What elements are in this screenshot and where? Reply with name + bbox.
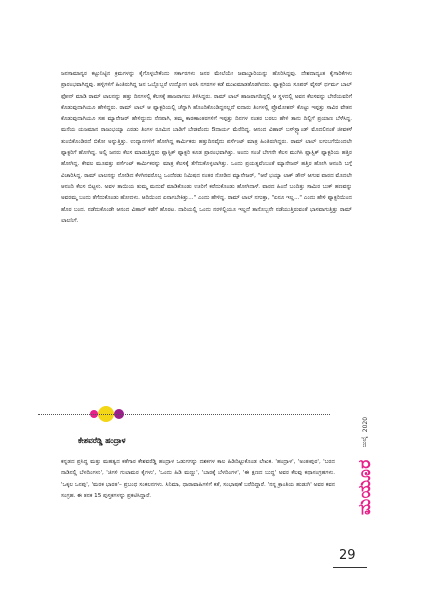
issue-month: ಜುಲೈ: [361, 436, 368, 448]
page-number: 29: [339, 548, 356, 563]
magazine-logo: ಮಯೂರ: [355, 459, 375, 515]
author-bio: ಕನ್ನಡದ ಪ್ರಸಿದ್ಧ ಮತ್ತು ಮಹತ್ವದ ಕತೆಗಾರ ಕೇಶವರೆಡ್ಡಿ ಹಂದ್ರಾಳ ಒಡುಗಗನ್ನು ದಶಕಗಳ ಕಾಲ ಹಿಡಿದಿಟ್ಟುಕೊಂಡ ಲೇಖಕ. 'ಹಂದ್ರಾಳ', 'ಅಂತಃಪುರ', 'ಬರದ ನಾಡಿನಲ್ಲಿ ಬೆಳದಿಂಗಳು', 'ಜಿಗಳಿ ಗುಲಾಮರ ಕೈಗಳು', 'ಒಂದು ಹಿಡಿ ಮಣ್ಣು', 'ಬಾರಕ್ಕೆ ಬೆಳದಿಂಗಳ', 'ಈ ಕ್ಷಣದ ಬುದ್ಧ' ಅವರ ಕೆಲವು ಕಥಾಸಂಗ್ರಹಗಳು. 'ಒಕ್ಕಲ ಒನಪು', 'ಮರಕ ಭಾರತ'– ಪ್ರಬಂಧ ಸಂಕಲನಗಳು. ಸಿನಿಮಾ, ಧಾರಾವಾಹಿಗಳಿಗೆ ಕತೆ, ಸಂಭಾಷಣೆ ಬರೆದಿದ್ದಾರೆ. 'ನನ್ನ ಕ್ರಾಂತಿಯ ಹುಡುಗಿ' ಅವರ ಕವನ ಸಂಗ್ರಹ. ಈ ತನಕ 15 ಪುಸ್ತಕಗಳನ್ನು ಪ್ರಕಟಿಸಿದ್ದಾರೆ.: [61, 459, 335, 499]
side-footer: [355, 417, 375, 515]
author-name: ಕೇಶವರೆಡ್ಡಿ ಹಂದ್ರಾಳ: [78, 436, 126, 445]
article-body: ಜನಸಾಮಾನ್ಯರ ಕಟ್ಟುನಿಟ್ಟಿನ ಕ್ರಮಗಳನ್ನು ಕೈಗೊಳ್ಳಬೇಕೆಂದು ಸರ್ಕಾರಗಳು ಜನರ ಮೇಲೆಯೇ ಜವಾಬ್ದಾರಿಯನ್ನು ಹೊರಿಸಿದ್ದವು. ದೇಶದಾದ್ಯಂತ ಕೈಗಾರಿಕೆಗಳು ಪ್ರಾರಂಭವಾಗಿದ್ದವು. ಹಳ್ಳಿಗಳಿಗೆ ಹಿಂತಿರುಗಿದ್ದ ಜನ ಒಬ್ಬೊಬ್ಬರೆ ಉದ್ಯೋಗ ಅರಸಿ ನಗರಗಳ ಕಡೆ ಮುಖಮಾಡತೊಡಗಿದರು. ಫ್ಯಾಕ್ಟರಿಯ ಸೂಪರ್ ವೈಸರ್ ರ್ಧರ್ಮ ಬಾಲ್ ಫೋನ್ ಮಾಡಿ ರಾಮ್ ಲಾಲನನ್ನು ಹತ್ತು ದಿನಗಳಲ್ಲಿ ಕೆಲಸಕ್ಕೆ ಹಾಜರಾಗಲು ತಿಳಿಸಿದ್ದರು. ರಾಮ್ ಲಾಲ್ ಹಾಜರಾಗದಿದ್ದಲ್ಲಿ ಆ ಸ್ಥಳದಲ್ಲಿ ಅವನ ಕೆಲಸವನ್ನು ಬೇರೆಯವರಿಗೆ ಕೊಡುವುದಾಗಿಯೂ ಹೇಳಿದ್ದರು. ರಾಮ್ ಲಾಲ್ ಆ ಫ್ಯಾಕ್ಟರಿಯಲ್ಲಿ ಚೆನ್ನಾಗಿ ಹೊಂದಿಕೊಂಡಿದ್ದನಲ್ಲದೆ ಐದಾರು ತಿಂಗಳಲ್ಲಿ ಪ್ರೊಮೋಶನ್ ಕೊಟ್ಟು ಇಪ್ಪತ್ತು ಸಾವಿರ ವೇತನ ಕೊಡುವುದಾಗಿಯೂ ಸಹ ಮ್ಯಾನೇಜರ್ ಹೇಳಿದ್ದುದು ನೆನಪಾಗಿ, ತಮ್ಮ ಕಾರಣಾಂತರಗಳಿಗೆ ಇಪ್ಪತ್ತು ದಿನಗಳ ನಂತರ ಬರಲು ಹೇಳಿ ತಾನು ದಿಲ್ಲಿಗೆ ಪ್ರಯಾಣ ಬೆಳೆಸಿದ್ದ. ಮನೆಯ ಯಜಮಾನ ರಾಜುಭಯ್ಯಾ ಎರಡು ತಿಂಗಳ ರೂಮಿನ ಬಾಡಿಗೆ ಬೇಡವೆಂದು ಔದಾರ್ಯ ಮೆರೆದಿದ್ದ. ಆನಂದ ವಿಹಾರ್ ಬಸ್‌ಸ್ಟ್ಯಾಂಡ್ ಮೊದಲಿನಂತೆ ಜೀವಕಳೆ ತುಂಬಿಕೊಂಡಿರದೆ ಬಿಕೋ ಅನ್ನುತ್ತಿತ್ತು. ಉದ್ಯಾನಗಳಿಗೆ ಹೋಗಿದ್ದ ಕಾರ್ಮಿಕರು ಹತ್ತುದಿನವೈದು ಪರ್ಸೆಂಟ್ ಮಾತ್ರ ಹಿಂತಿರುಗಿದ್ದರು. ರಾಮ್ ಲಾಲ್ ಲಗುಬಗೆಯಿಂದಲೇ ಫ್ಯಾಕ್ಟರಿಗೆ ಹೋಗಿದ್ದ. ಅಲ್ಲಿ ಜನರು ಕೆಲಸ ಮಾಡುತ್ತಿದ್ದರು ಪ್ಲಾಸ್ಟಿಕ್ ಫ್ಯಾಕ್ಟರಿ ಕೂಡ ಪ್ರಾರಂಭವಾಗಿತ್ತು. ಅಂದು ಸಂಜೆ ಬೇಗನೇ ಕೆಲಸ ಮುಗಿಸಿ ಪ್ಲಾಸ್ಟಿಕ್ ಫ್ಯಾಕ್ಟರಿಯ ಹತ್ತಿರ ಹೋಗಿದ್ದ. ಕೇವಲ ಮೂವತ್ತು ಪರ್ಸೆಂಟ್ ಕಾರ್ಮಿಕರನ್ನು ಮಾತ್ರ ಕೆಲಸಕ್ಕೆ ತೆಗೆದುಕೊಳ್ಳಲಾಗಿತ್ತು. ಒಂದು ಪ್ರಯತ್ನವೆಂಬಂತೆ ಮ್ಯಾನೇಜರ್ ಹತ್ತಿರ ಹೋಗಿ ಆನಂದಿ ಬಗ್ಗೆ ವಿಚಾರಿಸಿದ್ದ. ರಾಮ್ ಲಾಲನನ್ನು ನೋಡಿದ ಕೆಳಗಿನವರೊಬ್ಬ ಒಂದೆರಡು ನಿಮಿಷದ ನಂತರ ನೋಡಿದ ಮ್ಯಾನೇಜರ್, "ಆರೆ ಭಯ್ಯಾ ಲಾಕ್ ಡೌನ್ ಆಗುವ ವಾರದ ಮೊದಲೇ ಆನಂದಿ ಕೆಲಸ ಬಿಟ್ಟಳು. ಅವಳ ತಾಯಿಯ ತುಮ್ಮ ಮದುವೆ ಮಾಡಿಕೊಂಡು ಊರಿಗೆ ಕರೆದುಕೊಂಡು ಹೋಗಿದಾಳೆ. ವಾರದ ಹಿಂದೆ ಬಂದಿತ್ತು ಸಾಮಿರ ಬುಕ್ ಹಣವನ್ನು ಅವರಮ್ಮ ಬಂದು ತೆಗೆದುಕೊಂಡು ಹೋದಳು. ಆದಿಯಿಂದ ಏನಾಗಬೇಕಿತ್ತು..." ಎಂದು ಹೇಳಿದ್ದ. ರಾಮ್ ಲಾಲ್ ನಗುತ್ತಾ, "ಏನೂ ಇಲ್ಲ..." ಎಂದು ಹೇಳಿ ಫ್ಯಾಕ್ಟರಿಯಿಂದ ಹೊರ ಬಂದ. ನಡೆದುಕೊಂಡೇ ಆನಂದ ವಿಹಾರ್ ಕಡೆಗೆ ಹೊರಟ. ದಾರಿಯಲ್ಲಿ ಒಂದು ನರಳಿಲ್ಲಿಯೂ ಇಲ್ಲದೆ ತಾನೊಬ್ಬನೇ ನಡೆಯುತ್ತಿರುವಂತೆ ಭಾಸವಾಗುತ್ತಿತ್ತು ರಾಮ್ ಲಾಲನಿಗೆ.: [61, 71, 352, 224]
bottom-rule: [333, 567, 367, 568]
separator-dots: [90, 405, 150, 425]
issue-year: 2020: [361, 416, 369, 433]
dotted-divider: [38, 414, 330, 415]
